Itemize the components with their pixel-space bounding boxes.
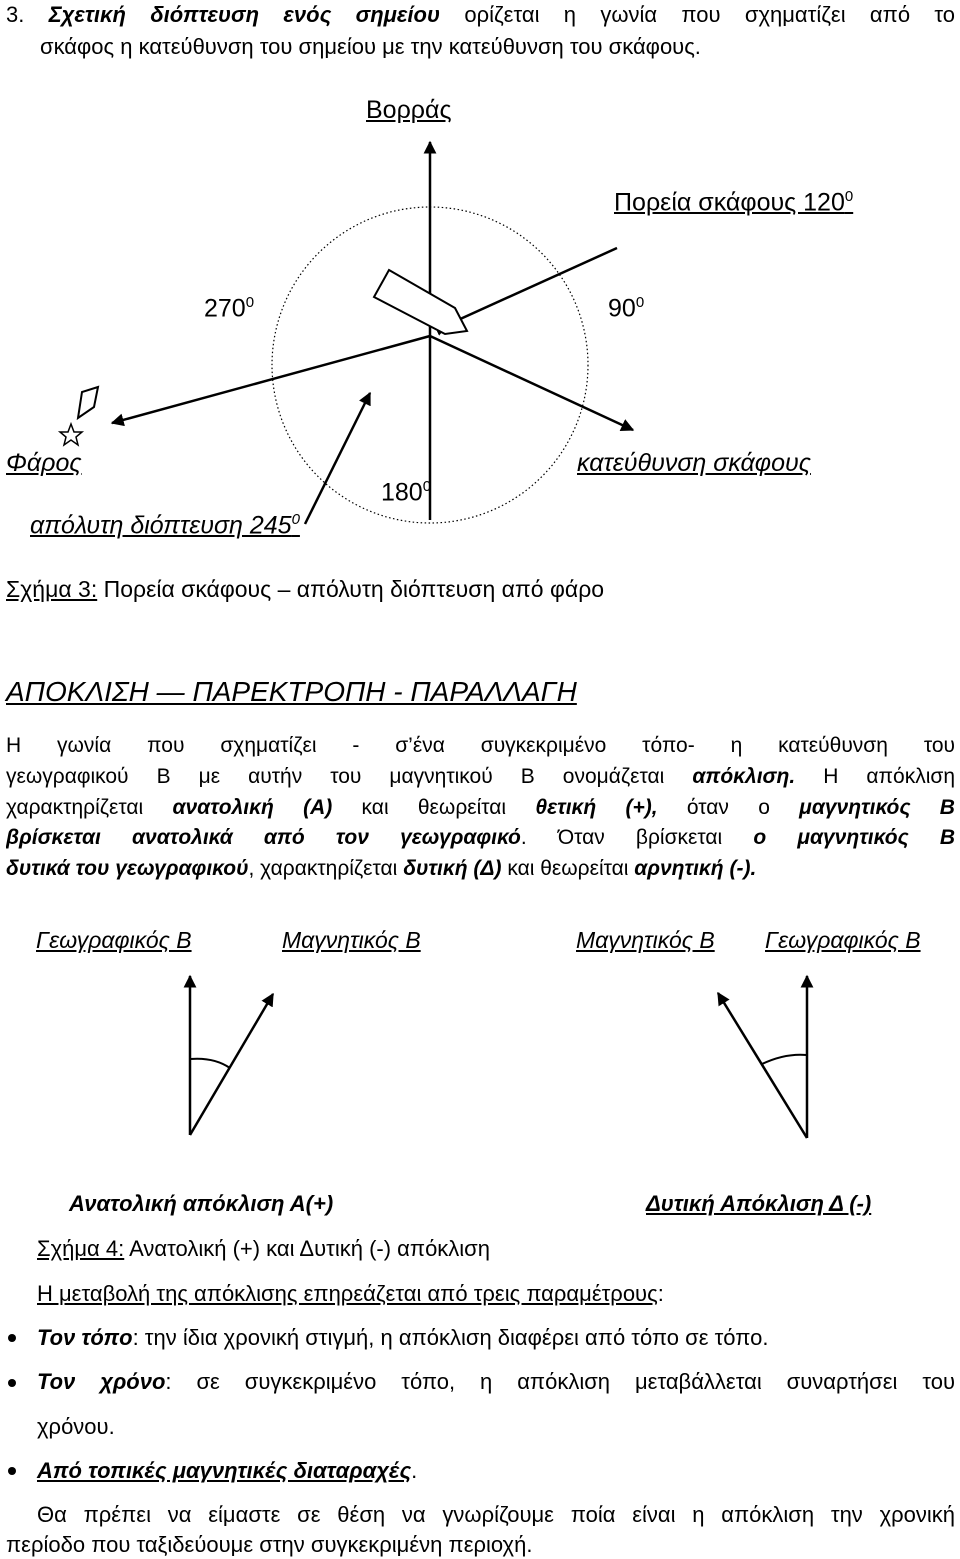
factor-item-disturbances: Από τοπικές μαγνητικές διαταραχές. bbox=[37, 1458, 418, 1483]
section-heading: ΑΠΟΚΛΙΣΗ — ΠΑΡΕΚΤΡΟΠΗ - ΠΑΡΑΛΛΑΓΗ bbox=[6, 676, 577, 707]
section-number: 3. bbox=[6, 2, 25, 27]
degree-180-label: $180^0$ bbox=[381, 478, 432, 507]
west-magnetic-north-arrow bbox=[718, 993, 807, 1138]
west-variation-arc bbox=[762, 1055, 807, 1064]
east-variation-arc bbox=[190, 1059, 230, 1068]
right-magnetic-label: Μαγνητικός Β bbox=[576, 927, 715, 953]
paragraph-line1: Η γωνία που σχηματίζει - σ’ένα συγκεκριμένο τόπο- η κατεύθυνση του bbox=[6, 734, 955, 757]
section-term: Σχετική διόπτευση ενός σημείου bbox=[48, 2, 440, 27]
east-magnetic-north-arrow bbox=[190, 994, 273, 1135]
section-definition: ορίζεται η γωνία που σχηματίζει από το bbox=[464, 2, 955, 27]
section-intro-line2: σκάφος η κατεύθυνση του σημείου με την κατεύθυνση του σκάφους. bbox=[40, 34, 701, 59]
bearing-245-label: απόλυτη διόπτευση $245^0$ bbox=[30, 511, 300, 540]
bullet-icon bbox=[8, 1334, 16, 1342]
degree-270-label: $270^0$ bbox=[204, 294, 255, 323]
west-variation-caption: Δυτική Απόκλιση Δ (-) bbox=[646, 1191, 872, 1216]
closing-line2: περίοδο που ταξιδεύουμε στην συγκεκριμένη περιοχή. bbox=[6, 1532, 533, 1557]
paragraph-line5: δυτικά του γεωγραφικού, χαρακτηρίζεται δυτική (Δ) και θεωρείται αρνητική (-). bbox=[6, 857, 757, 880]
right-geographic-label: Γεωγραφικός Β bbox=[765, 927, 921, 953]
degree-90-label: $90^0$ bbox=[608, 294, 645, 323]
bullet-icon bbox=[8, 1467, 16, 1475]
paragraph-line3: χαρακτηρίζεται ανατολική (Α) και θεωρείται θετική (+), όταν ο μαγνητικός Β bbox=[6, 796, 955, 819]
ship-direction-label: κατεύθυνση σκάφους bbox=[577, 449, 811, 477]
factor-item-time-cont: χρόνου. bbox=[37, 1414, 115, 1439]
left-magnetic-label: Μαγνητικός Β bbox=[282, 927, 421, 953]
factor-item-place: Τον τόπο: την ίδια χρονική στιγμή, η απόκλιση διαφέρει από τόπο σε τόπο. bbox=[37, 1325, 769, 1350]
factors-intro: Η μεταβολή της απόκλισης επηρεάζεται από τρεις παραμέτρους: bbox=[37, 1281, 664, 1306]
course-label: Πορεία σκάφους $120^0$ bbox=[614, 188, 854, 217]
factor-item-time: Τον χρόνο: σε συγκεκριμένο τόπο, η απόκλιση μεταβάλλεται συναρτήσει του bbox=[37, 1369, 955, 1394]
figure-3-caption: Σχήμα 3: Πορεία σκάφους – απόλυτη διόπτευση από φάρο bbox=[6, 576, 605, 602]
closing-line1: Θα πρέπει να είμαστε σε θέση να γνωρίζουμε ποία είναι η απόκλιση την χρονική bbox=[37, 1502, 955, 1527]
left-geographic-label: Γεωγραφικός Β bbox=[36, 927, 192, 953]
bullet-icon bbox=[8, 1379, 16, 1387]
east-variation-caption: Ανατολική απόκλιση Α(+) bbox=[69, 1191, 334, 1216]
figure-4-caption: Σχήμα 4: Ανατολική (+) και Δυτική (-) απόκλιση bbox=[37, 1236, 490, 1261]
paragraph-line2: γεωγραφικού Β με αυτήν του μαγνητικού Β ονομάζεται απόκλιση. Η απόκλιση bbox=[6, 765, 955, 788]
lighthouse-label: Φάρος bbox=[6, 449, 82, 477]
paragraph-line4: βρίσκεται ανατολικά από τον γεωγραφικό. Όταν βρίσκεται ο μαγνητικός Β bbox=[6, 826, 955, 849]
north-label: Βορράς bbox=[366, 96, 452, 124]
